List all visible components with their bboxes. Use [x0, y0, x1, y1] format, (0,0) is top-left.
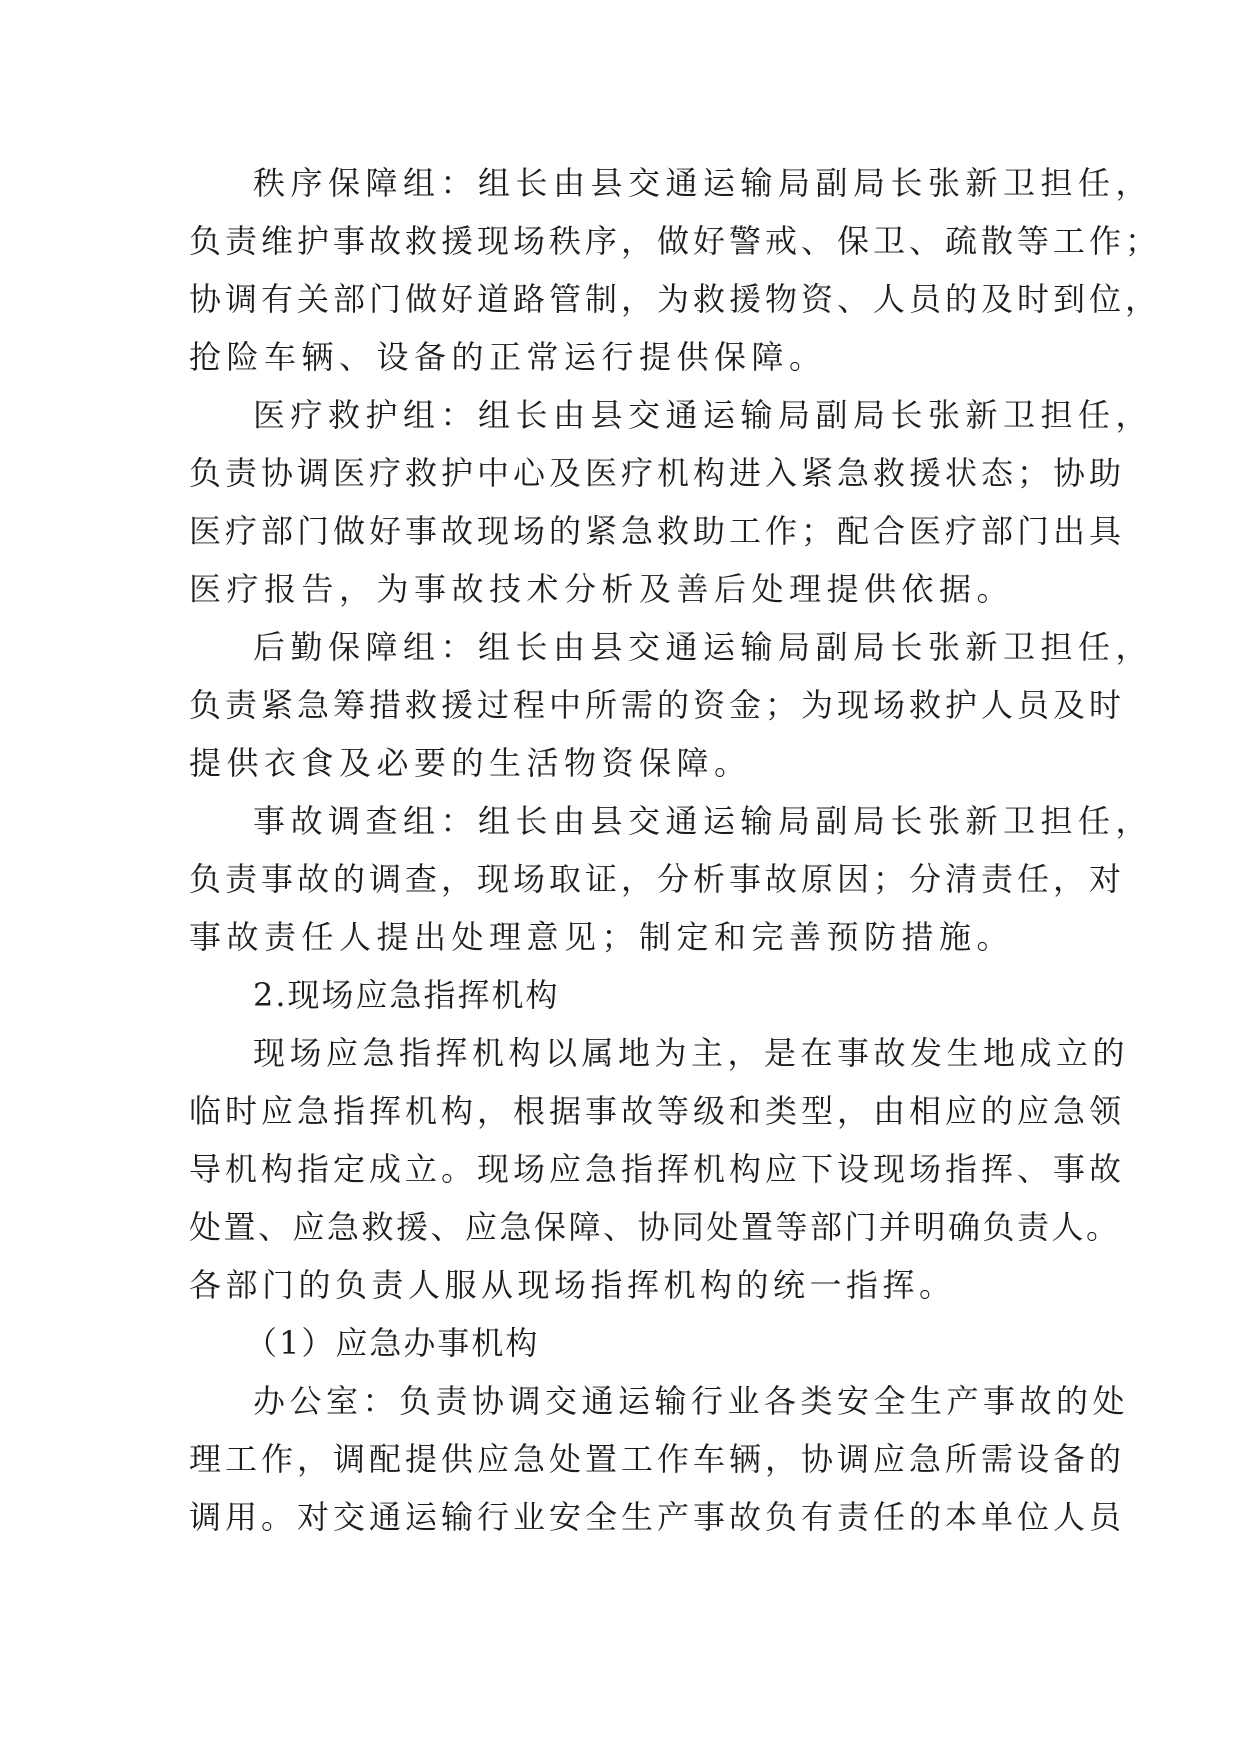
paragraph-investigation-group [189, 792, 1154, 966]
paragraph-medical-group [189, 386, 1154, 618]
paragraph-line: 事故责任人提出处理意见；制定和完善预防措施。 [189, 918, 1015, 956]
paragraph-logistics-group [189, 618, 1154, 792]
subsection-heading-text: （1）应急办事机构 [245, 1324, 540, 1362]
paragraph-line: 负责事故的调查，现场取证，分析事故原因；分清责任，对 [189, 860, 1126, 898]
paragraph-line: 协调有关部门做好道路管制，为救援物资、人员的及时到位， [189, 280, 1162, 318]
paragraph-line: 事故调查组：组长由县交通运输局副局长张新卫担任， [253, 802, 1154, 840]
paragraph-line: 现场应急指挥机构以属地为主，是在事故发生地成立的 [253, 1034, 1130, 1072]
paragraph-line: 负责紧急筹措救援过程中所需的资金；为现场救护人员及时 [189, 686, 1126, 724]
paragraph-line: 抢险车辆、设备的正常运行提供保障。 [189, 338, 827, 376]
paragraph-line: 调用。对交通运输行业安全生产事故负有责任的本单位人员 [189, 1498, 1126, 1536]
paragraph-line: 医疗救护组：组长由县交通运输局副局长张新卫担任， [253, 396, 1154, 434]
paragraph-line: 提供衣食及必要的生活物资保障。 [189, 744, 752, 782]
paragraph-line: 理工作，调配提供应急处置工作车辆，协调应急所需设备的 [189, 1440, 1126, 1478]
paragraph-office [189, 1372, 1130, 1546]
subsection-heading [189, 1314, 1079, 1372]
paragraph-line: 处置、应急救援、应急保障、协同处置等部门并明确负责人。 [189, 1208, 1121, 1246]
paragraph-line: 负责协调医疗救护中心及医疗机构进入紧急救援状态；协助 [189, 454, 1126, 492]
section-heading-text: 2.现场应急指挥机构 [253, 976, 560, 1014]
section-heading [189, 966, 1079, 1024]
paragraph-line: 医疗报告，为事故技术分析及善后处理提供依据。 [189, 570, 1015, 608]
paragraph-line: 办公室：负责协调交通运输行业各类安全生产事故的处 [253, 1382, 1130, 1420]
paragraph-order-group [189, 154, 1162, 386]
paragraph-onsite-command [189, 1024, 1130, 1314]
paragraph-line: 秩序保障组：组长由县交通运输局副局长张新卫担任， [253, 164, 1154, 202]
paragraph-line: 临时应急指挥机构，根据事故等级和类型，由相应的应急领 [189, 1092, 1126, 1130]
paragraph-line: 负责维护事故救援现场秩序，做好警戒、保卫、疏散等工作； [189, 222, 1162, 260]
paragraph-line: 各部门的负责人服从现场指挥机构的统一指挥。 [189, 1266, 956, 1304]
paragraph-line: 医疗部门做好事故现场的紧急救助工作；配合医疗部门出具 [189, 512, 1126, 550]
paragraph-line: 后勤保障组：组长由县交通运输局副局长张新卫担任， [253, 628, 1154, 666]
paragraph-line: 导机构指定成立。现场应急指挥机构应下设现场指挥、事故 [189, 1150, 1126, 1188]
